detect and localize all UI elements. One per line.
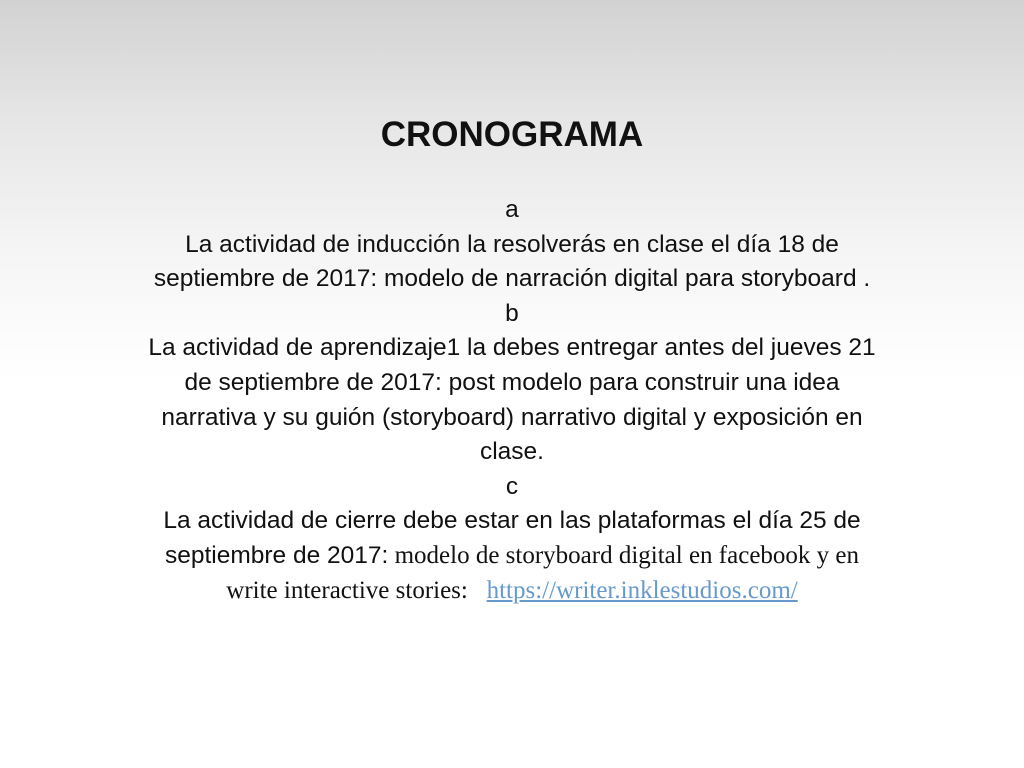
item-c-link-prefix: write interactive stories: [226, 576, 487, 604]
item-a-text-line-1: La actividad de inducción la resolverás en clase el día 18 de [185, 230, 839, 258]
item-c-text-line-3 [42, 574, 982, 609]
item-b-text-line-4: clase. [479, 438, 544, 466]
item-b-text-line-3: narrativa y su guión (storyboard) narrativo digital y exposición en [161, 403, 863, 431]
item-c-text-line-2 [42, 539, 982, 574]
item-c-description-text: modelo de storyboard digital en facebook y en [388, 541, 860, 569]
inklestudios-link[interactable]: https://writer.inklestudios.com/ [486, 576, 798, 604]
item-c-date-text: septiembre de 2017: [164, 541, 389, 569]
item-b-text-line-1: La actividad de aprendizaje1 la debes entregar antes del jueves 21 [148, 334, 876, 362]
item-b-label: b [505, 299, 519, 327]
item-c-label: c [505, 472, 519, 500]
item-a-text-line-2: septiembre de 2017: modelo de narración digital para storyboard . [153, 265, 871, 293]
slide-body [42, 193, 982, 608]
item-a-label: a [505, 196, 519, 223]
item-b-text-line-2: de septiembre de 2017: post modelo para construir una idea [184, 368, 840, 396]
slide-title: CRONOGRAMA [380, 115, 644, 154]
item-c-text-line-1: La actividad de cierre debe estar en las plataformas el día 25 de [163, 507, 861, 535]
